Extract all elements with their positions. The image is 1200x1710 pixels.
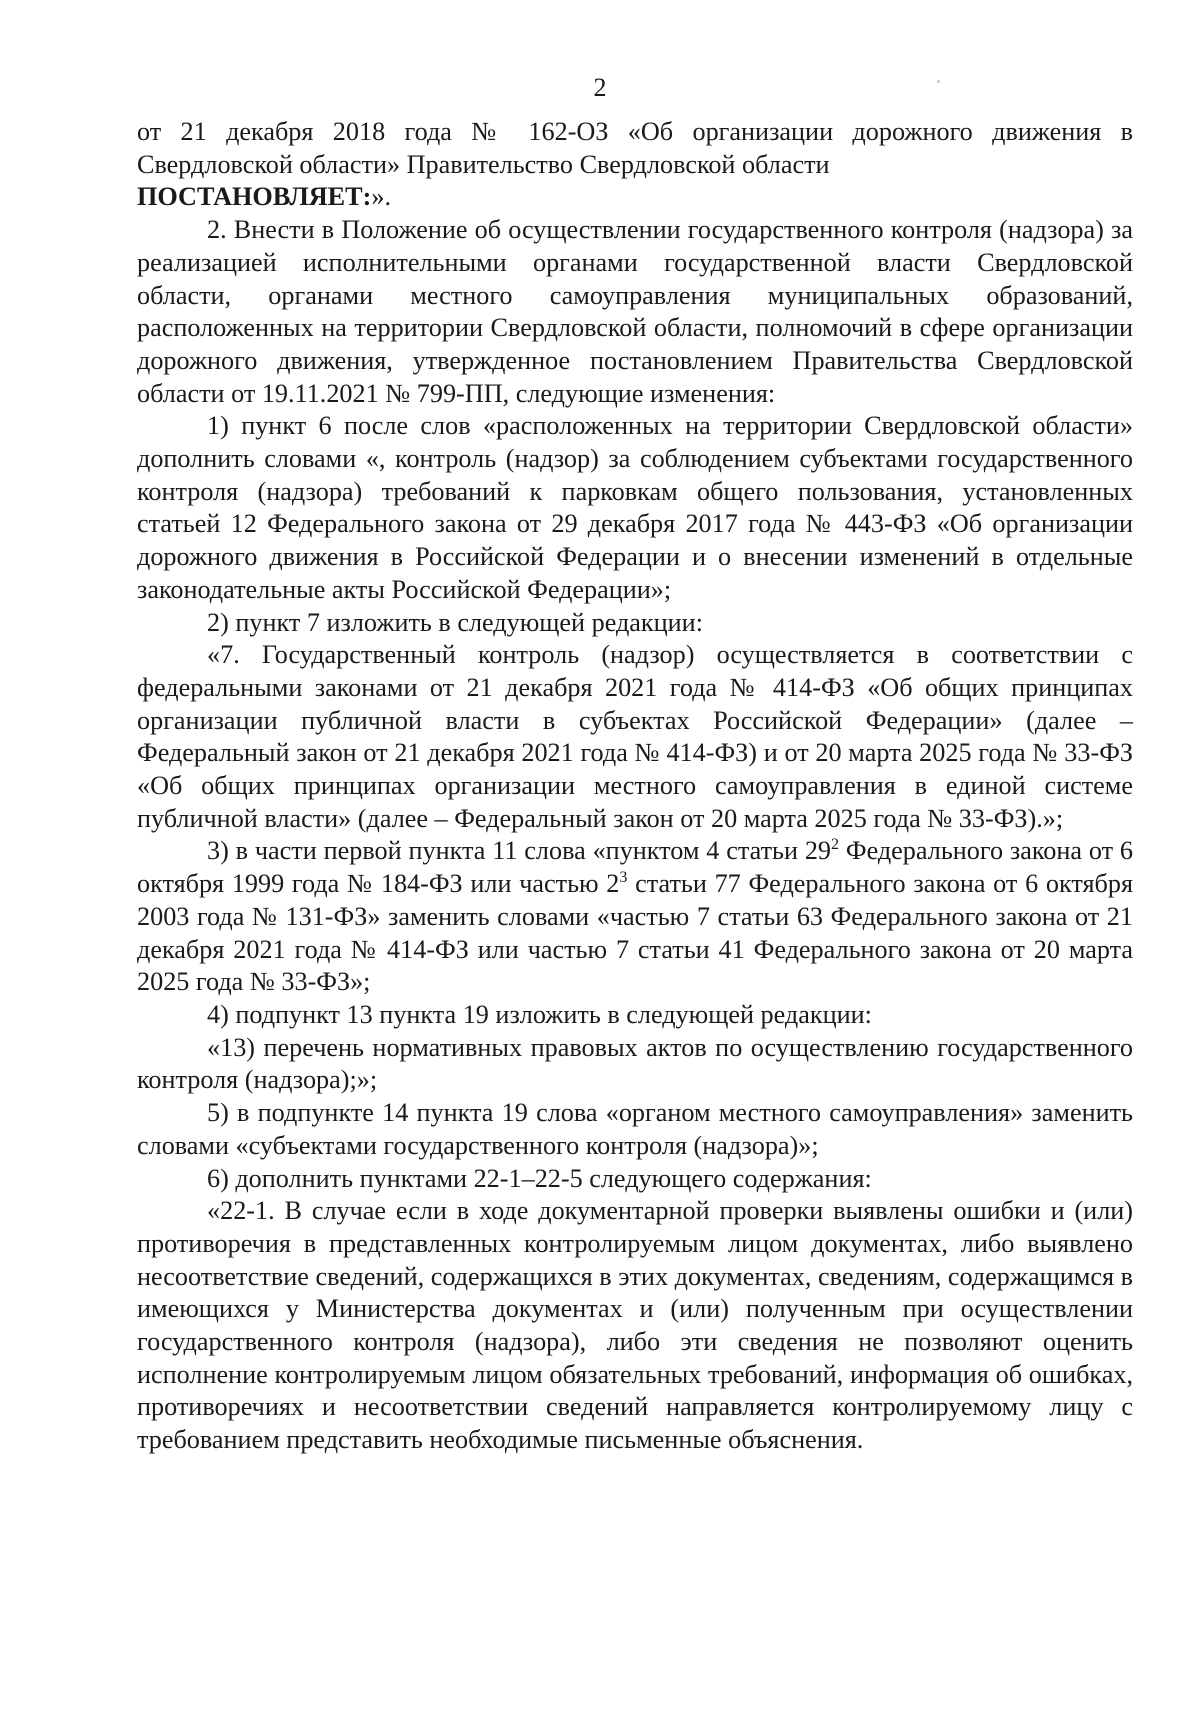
paragraph-point-22-1: «22-1. В случае если в ходе документарной проверки выявлены ошибки и (или) противоречия в представленных контролируемым лицом документах, либо выявлено несоответствие сведений, содержащихся в этих документах, сведениям, содержащимся в имеющихся у Министерства документах и (или) полученным при осуществлении государственного контроля (надзора), либо эти сведения не позволяют оценить исполнение контролируемым лицом обязательных требований, информация об ошибках, противоречиях и несоответствии сведений направляется контролируемому лицу с требованием представить необходимые письменные объяснения.: [137, 1196, 1133, 1455]
superscript-3: 3: [619, 869, 628, 887]
document-body: [137, 116, 1133, 1457]
page-number: 2: [593, 73, 607, 102]
subitem-3-part-b: Федерального закона от 6 октября 1999 года № 184-ФЗ или частью 2: [137, 836, 1133, 899]
paragraph-subitem-4: 4) подпункт 13 пункта 19 изложить в следующей редакции:: [207, 999, 872, 1029]
paragraph-subitem-5: 5) в подпункте 14 пункта 19 слова «органом местного самоуправления» заменить словами «субъектами государственного контроля (надзора)»;: [137, 1098, 1133, 1160]
paragraph-subpoint-13: «13) перечень нормативных правовых актов по осуществлению государственного контроля (надзора);»;: [137, 1032, 1133, 1095]
paragraph-point-7: «7. Государственный контроль (надзор) осуществляется в соответствии с федеральными законами от 21 декабря 2021 года № 414-ФЗ «Об общих принципах организации публичной власти в субъектах Российской Федерации» (далее – Федеральный закон от 21 декабря 2021 года № 414-ФЗ) и от 20 марта 2025 года № 33-ФЗ «Об общих принципах организации местного самоуправления в единой системе публичной власти» (далее – Федеральный закон от 20 марта 2025 года № 33-ФЗ).»;: [137, 640, 1133, 833]
paragraph-subitem-1: 1) пункт 6 после слов «расположенных на территории Свердловской области» дополнить словами «, контроль (надзор) за соблюдением субъектами государственного контроля (надзора) требований к парковкам общего пользования, установленных статьей 12 Федерального закона от 29 декабря 2017 года № 443-ФЗ «Об организации дорожного движения в Российской Федерации и о внесении изменений в отдельные законодательные акты Российской Федерации»;: [137, 411, 1133, 604]
subitem-3-part-a: 3) в части первой пункта 11 слова «пунктом 4 статьи 29: [207, 836, 832, 866]
decree-closing: ».: [371, 182, 391, 212]
paragraph-subitem-2: 2) пункт 7 изложить в следующей редакции:: [207, 607, 703, 637]
paragraph-subitem-3: [137, 835, 1133, 999]
subitem-3-part-c: статьи 77 Федерального закона от 6 октября 2003 года № 131-ФЗ» заменить словами «частью 7 статьи 63 Федерального закона от 21 декабря 2021 года № 414-ФЗ или частью 7 статьи 41 Федерального закона от 20 марта 2025 года № 33-ФЗ»;: [137, 869, 1133, 997]
decree-word: ПОСТАНОВЛЯЕТ:: [137, 182, 372, 212]
paragraph-subitem-6: 6) дополнить пунктами 22-1–22-5 следующего содержания:: [207, 1163, 872, 1193]
paragraph-decree: [137, 181, 1133, 214]
superscript-2: 2: [831, 836, 840, 854]
paragraph-law-reference: от 21 декабря 2018 года № 162-ОЗ «Об организации дорожного движения в Свердловской области» Правительство Свердловской области: [137, 117, 1133, 179]
paragraph-item-2: 2. Внести в Положение об осуществлении государственного контроля (надзора) за реализацией исполнительными органами государственной власти Свердловской области, органами местного самоуправления муниципальных образований, расположенных на территории Свердловской области, полномочий в сфере организации дорожного движения, утвержденное постановлением Правительства Свердловской области от 19.11.2021 № 799-ПП, следующие изменения:: [137, 215, 1133, 408]
